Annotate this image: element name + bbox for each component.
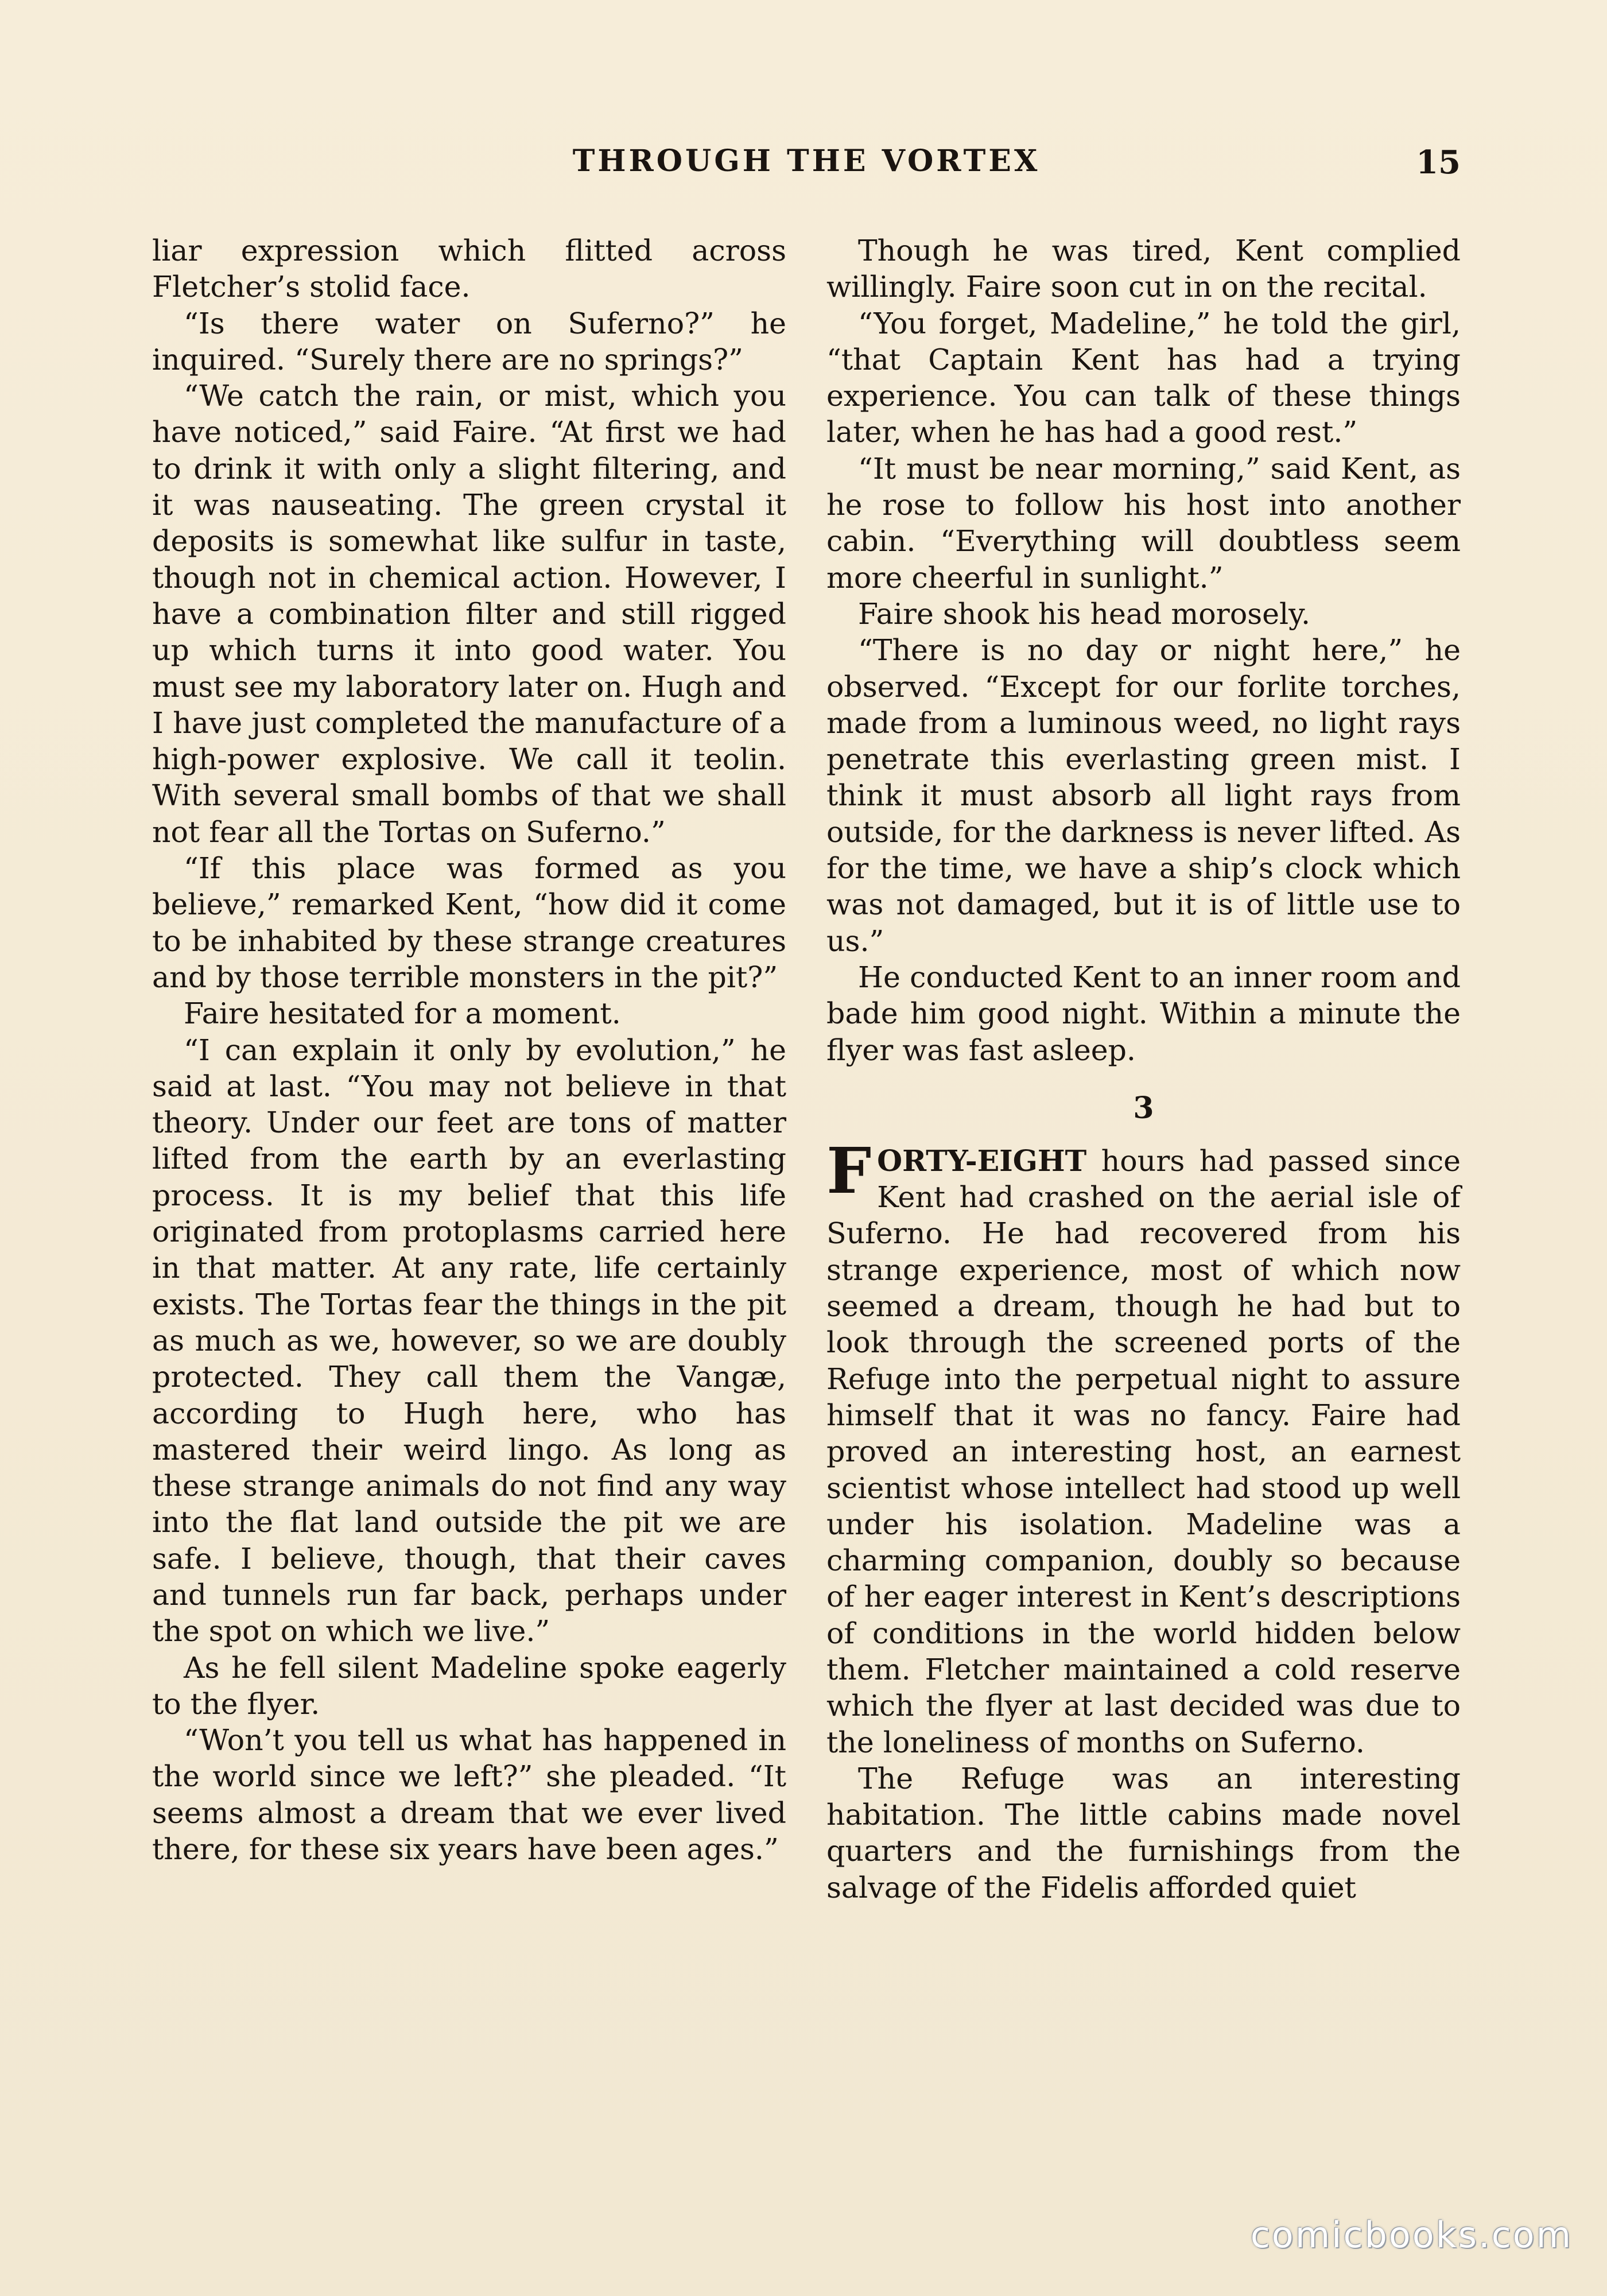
paragraph: As he fell silent Madeline spoke eagerly to the flyer. xyxy=(152,1650,786,1721)
paragraph: The Refuge was an interesting habitation. The little cabins made novel quarters and the furnishings from the salvage of the Fidelis afforded quiet xyxy=(826,1761,1461,1905)
page-header xyxy=(152,144,1461,189)
paragraph: “Is there water on Suferno?” he inquired. “Surely there are no springs?” xyxy=(152,306,786,377)
paragraph: He conducted Kent to an inner room and bade him good night. Within a minute the flyer was fast asleep. xyxy=(826,960,1461,1067)
section-number: 3 xyxy=(1133,1090,1154,1126)
right-column xyxy=(826,232,1461,1906)
paragraph: “There is no day or night here,” he observed. “Except for our forlite torches, made from a luminous weed, no light rays penetrate this everlasting green mist. I think it must absorb all light rays from outside, for the darkness is never lifted. As for the time, we have a ship’s clock which was not damaged, but it is of little use to us.” xyxy=(826,633,1461,958)
paragraph: liar expression which flitted across Fletcher’s stolid face. xyxy=(152,234,786,304)
paragraph: “It must be near morning,” said Kent, as he rose to follow his host into another cabin. “Everything will doubtless seem more cheerful in sunlight.” xyxy=(826,451,1461,595)
paragraph: Though he was tired, Kent complied willingly. Faire soon cut in on the recital. xyxy=(826,234,1461,304)
paragraph: “I can explain it only by evolution,” he said at last. “You may not believe in that theory. Under our feet are tons of matter lifted from the earth by an everlasting process. It is my belief that this life originated from protoplasms carried here in that matter. At any rate, life certainly exists. The Tortas fear the things in the pit as much as we, however, so we are doubly protected. They call them the Vangæ, according to Hugh here, who has mastered their weird lingo. As long as these strange animals do not find any way into the flat land outside the pit we are safe. I believe, though, that their caves and tunnels run far back, perhaps under the spot on which we live.” xyxy=(152,1033,786,1649)
paragraph: Faire hesitated for a moment. xyxy=(184,996,621,1031)
running-head: THROUGH THE VORTEX xyxy=(572,144,1041,179)
small-caps-lead: ORTY-EIGHT xyxy=(877,1143,1087,1178)
paragraph: “If this place was formed as you believe,” remarked Kent, “how did it come to be inhabited by these strange creatures and by those terrible monsters in the pit?” xyxy=(152,851,786,994)
paragraph: “You forget, Madeline,” he told the girl, “that Captain Kent has had a trying experience. You can talk of these things later, when he has had a good rest.” xyxy=(826,306,1461,449)
page-number: 15 xyxy=(1416,144,1461,181)
paragraph: Faire shook his head morosely. xyxy=(858,596,1311,631)
paragraph: “Won’t you tell us what has happened in the world since we left?” she pleaded. “It seems almost a dream that we ever lived there, for these six years have been ages.” xyxy=(152,1723,786,1867)
paragraph: “We catch the rain, or mist, which you have noticed,” said Faire. “At first we had to drink it with only a slight filtering, and it was nauseating. The green crystal it deposits is somewhat like sulfur in taste, though not in chemical action. However, I have a combination filter and still rigged up which turns it into good water. You must see my laboratory later on. Hugh and I have just completed the manufacture of a high-power explosive. We call it teolin. With several small bombs of that we shall not fear all the Tortas on Suferno.” xyxy=(152,379,786,849)
site-watermark: comicbooks.com xyxy=(1250,2214,1573,2256)
drop-cap: F xyxy=(826,1133,872,1208)
paragraph-text: hours had passed since Kent had crashed on the aerial isle of Suferno. He had recovered from his strange experience, most of which now seemed a dream, though he had but to look through the screened ports of the Refuge into the perpetual night to assure himself that it was no fancy. Faire had proved an interesting host, an earnest scientist whose intellect had stood up well under his isolation. Madeline was a charming companion, doubly so because of her eager interest in Kent’s descriptions of conditions in the world hidden below them. Fletcher maintained a cold reserve which the flyer at last decided was due to the loneliness of months on Suferno. xyxy=(826,1143,1461,1759)
left-column xyxy=(152,232,786,1867)
section-opening-paragraph xyxy=(826,1133,1461,1760)
